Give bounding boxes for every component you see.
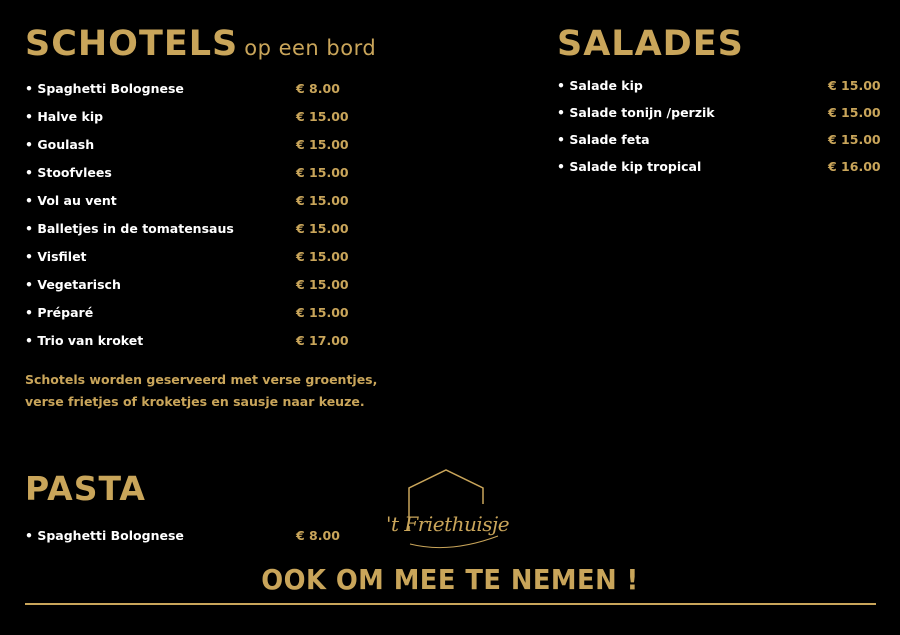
menu-item-name: • Salade tonijn /perzik bbox=[557, 105, 715, 120]
menu-item-price: € 15.00 bbox=[828, 78, 881, 93]
menu-item bbox=[25, 333, 355, 361]
menu-item-name: • Salade feta bbox=[557, 132, 650, 147]
menu-item bbox=[25, 249, 355, 277]
schotels-note-line-2: verse frietjes of kroketjes en sausje naar keuze. bbox=[25, 394, 365, 409]
menu-item-name: • Spaghetti Bolognese bbox=[25, 81, 184, 96]
banner-underline bbox=[25, 603, 876, 605]
menu-item-price: € 15.00 bbox=[828, 105, 881, 120]
menu-item-price: € 15.00 bbox=[296, 193, 349, 208]
menu-item-price: € 15.00 bbox=[296, 221, 349, 236]
menu-item-price: € 8.00 bbox=[296, 528, 340, 543]
menu-item bbox=[25, 305, 355, 333]
logo-text: 't Friethuisje bbox=[386, 512, 510, 536]
menu-item-name: • Stoofvlees bbox=[25, 165, 112, 180]
menu-item-name: • Visfilet bbox=[25, 249, 87, 264]
menu-item-name: • Halve kip bbox=[25, 109, 104, 124]
salades-list bbox=[557, 78, 881, 186]
menu-item-price: € 15.00 bbox=[828, 132, 881, 147]
menu-item-price: € 15.00 bbox=[296, 277, 349, 292]
pasta-list bbox=[25, 528, 355, 556]
menu-item-name: • Salade kip bbox=[557, 78, 643, 93]
menu-item-name: • Trio van kroket bbox=[25, 333, 144, 348]
schotels-list bbox=[25, 81, 355, 361]
menu-item-name: • Spaghetti Bolognese bbox=[25, 528, 184, 543]
menu-item-name: • Vol au vent bbox=[25, 193, 117, 208]
menu-item bbox=[557, 159, 881, 186]
menu-item-name: • Balletjes in de tomatensaus bbox=[25, 221, 234, 236]
pasta-heading: PASTA bbox=[25, 469, 146, 508]
menu-item bbox=[25, 165, 355, 193]
schotels-note bbox=[25, 369, 385, 413]
takeaway-banner: OOK OM MEE TE NEMEN ! bbox=[261, 563, 639, 596]
menu-item bbox=[25, 221, 355, 249]
menu-item-price: € 15.00 bbox=[296, 165, 349, 180]
schotels-subtitle: op een bord bbox=[244, 36, 377, 60]
menu-item-name: • Salade kip tropical bbox=[557, 159, 702, 174]
menu-item bbox=[25, 109, 355, 137]
menu-item-price: € 15.00 bbox=[296, 249, 349, 264]
menu-item-name: • Vegetarisch bbox=[25, 277, 121, 292]
schotels-note-line-1: Schotels worden geserveerd met verse groentjes, bbox=[25, 372, 378, 387]
menu-item bbox=[25, 137, 355, 165]
menu-item bbox=[557, 78, 881, 105]
menu-item bbox=[25, 193, 355, 221]
menu-item-name: • Goulash bbox=[25, 137, 95, 152]
menu-item bbox=[557, 105, 881, 132]
menu-item bbox=[25, 528, 355, 556]
menu-item-price: € 15.00 bbox=[296, 137, 349, 152]
schotels-heading bbox=[25, 24, 376, 64]
friethuisje-logo bbox=[380, 466, 520, 556]
menu-item-price: € 16.00 bbox=[828, 159, 881, 174]
menu-item bbox=[557, 132, 881, 159]
menu-item-price: € 15.00 bbox=[296, 109, 349, 124]
menu-item bbox=[25, 81, 355, 109]
menu-item-price: € 8.00 bbox=[296, 81, 340, 96]
menu-item bbox=[25, 277, 355, 305]
schotels-title: SCHOTELS bbox=[25, 24, 239, 64]
house-outline-icon bbox=[380, 466, 520, 556]
menu-item-name: • Préparé bbox=[25, 305, 94, 320]
menu-item-price: € 17.00 bbox=[296, 333, 349, 348]
salades-heading: SALADES bbox=[557, 24, 744, 64]
menu-item-price: € 15.00 bbox=[296, 305, 349, 320]
